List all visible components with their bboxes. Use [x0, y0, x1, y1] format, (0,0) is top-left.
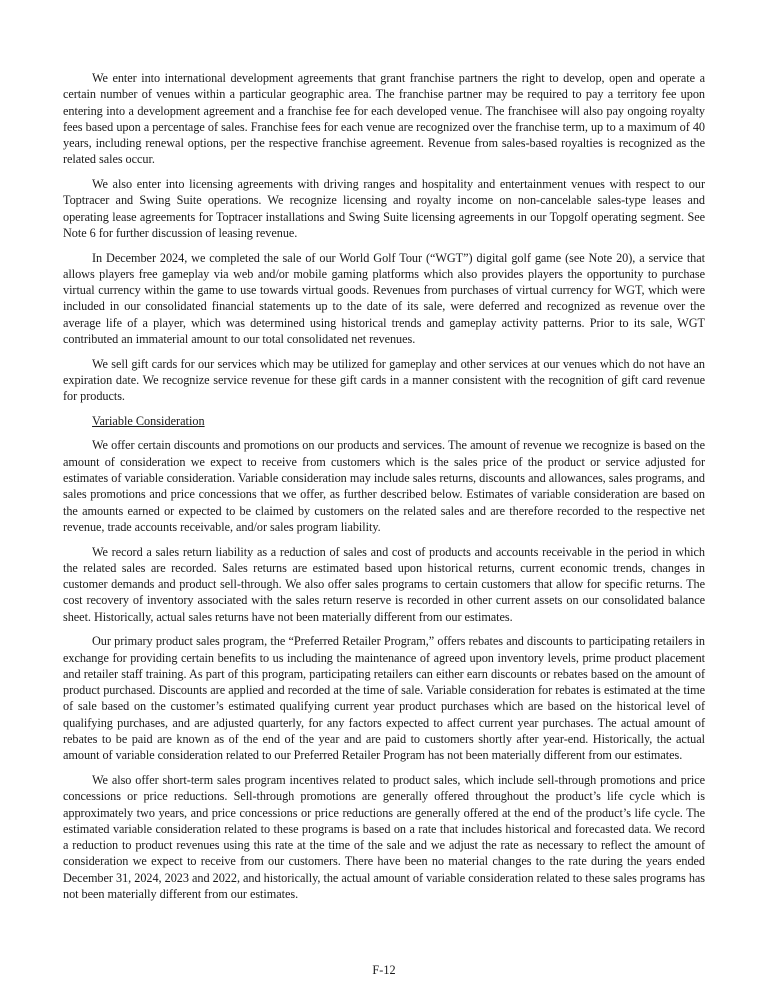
- paragraph-discounts-promotions: We offer certain discounts and promotions on our products and services. The amount of revenue we recognize is based on the amount of consideration we expect to receive from customers which is the sales price of the product or service adjusted for estimates of variable consideration. Variable consideration may include sales returns, discounts and allowances, sales programs, and sales promotions and price concessions that we offer, as further described below. Estimates of variable consideration are based on the amounts earned or expected to be claimed by customers on the related sales and are therefore recorded to the respective net revenue, trade accounts receivable, and/or sales program liability.: [63, 438, 705, 534]
- section-heading-variable-consideration: Variable Consideration: [92, 413, 205, 428]
- document-page: [63, 70, 705, 911]
- paragraph-preferred-retailer-program: Our primary product sales program, the “Preferred Retailer Program,” offers rebates and discounts to participating retailers in exchange for providing certain benefits to us including the maintenance of agreed upon inventory levels, prime product placement and retailer staff training. As part of this program, participating retailers can either earn discounts or rebates based on the amount of product purchased. Discounts are applied and recorded at the time of sale. Variable consideration for rebates is estimated at the time of sale based on the customer’s estimated qualifying current year product purchases which are based on the historical level of qualifying purchases, and are adjusted quarterly, for any factors expected to affect current year purchases. The actual amount of rebates to be paid are known as of the end of the year and are paid to customers shortly after year-end. Historically, the actual amount of variable consideration related to our Preferred Retailer Program has not been materially different from our estimates.: [63, 634, 705, 763]
- paragraph-sales-returns: We record a sales return liability as a reduction of sales and cost of products and accounts receivable in the period in which the related sales are recorded. Sales returns are estimated based upon historical returns, current economic trends, changes in customer demands and product sell-through. We also offer sales programs to certain customers that allow for specific returns. The cost recovery of inventory associated with the sales return reserve is recorded in other current assets on our consolidated balance sheet. Historically, actual sales returns have not been materially different from our estimates.: [63, 544, 705, 624]
- paragraph-franchise-agreements: We enter into international development agreements that grant franchise partners the right to develop, open and operate a certain number of venues within a particular geographic area. The franchise partner may be required to pay a territory fee upon entering into a development agreement and a franchise fee for each developed venue. The franchisee will also pay ongoing royalty fees based upon a percentage of sales. Franchise fees for each venue are recognized over the franchise term, up to a maximum of 40 years, including renewal options, per the respective franchise agreement. Revenue from sales-based royalties is recognized as the related sales occur.: [63, 71, 705, 167]
- page-number: F-12: [372, 963, 396, 977]
- paragraph-short-term-incentives: We also offer short-term sales program incentives related to product sales, which include sell-through promotions and price concessions or price reductions. Sell-through promotions are generally offered throughout the product’s life cycle which is approximately two years, and price concessions or price reductions are generally offered at the end of the product’s life cycle. The estimated variable consideration related to these programs is based on a rate that includes historical and forecasted data. We record a reduction to product revenues using this rate at the time of the sale and we adjust the rate as necessary to reflect the amount of consideration we expect to receive from our customers. There have been no material changes to the rate during the years ended December 31, 2024, 2023 and 2022, and historically, the actual amount of variable consideration related to these sales programs has not been materially different from our estimates.: [63, 772, 705, 902]
- paragraph-licensing-agreements: We also enter into licensing agreements with driving ranges and hospitality and entertainment venues with respect to our Toptracer and Swing Suite operations. We recognize licensing and royalty income on non-cancelable sales-type leases and operating lease agreements for Toptracer installations and Swing Suite licensing agreements in our Topgolf operating segment. See Note 6 for further discussion of leasing revenue.: [63, 177, 705, 240]
- paragraph-wgt-sale: In December 2024, we completed the sale of our World Golf Tour (“WGT”) digital golf game (see Note 20), a service that allows players free gameplay via web and/or mobile gaming platforms which also provides players the opportunity to purchase virtual currency within the game to use towards virtual goods. Revenues from purchases of virtual currency for WGT, which were included in our consolidated financial statements up to the date of its sale, were deferred and recognized as revenue over the average life of a player, which was determined using historical trends and gameplay activity patterns. Prior to its sale, WGT contributed an immaterial amount to our total consolidated net revenues.: [63, 250, 705, 347]
- paragraph-gift-cards: We sell gift cards for our services which may be utilized for gameplay and other services at our venues which do not have an expiration date. We recognize service revenue for these gift cards in a manner consistent with the recognition of gift card revenue for products.: [63, 356, 705, 404]
